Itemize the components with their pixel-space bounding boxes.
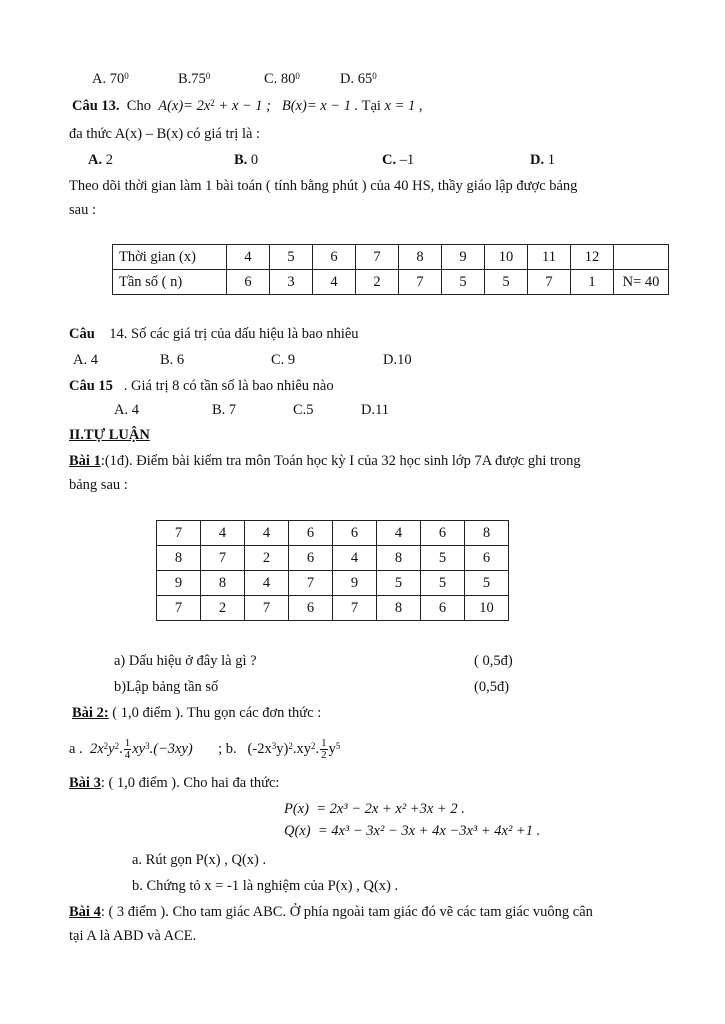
bai1-text: Bài 1:(1đ). Điểm bài kiểm tra môn Toán học kỳ I của 32 học sinh lớp 7A được ghi trong [69,453,581,469]
q14-question: Câu 14. Số các giá trị của dấu hiệu là bao nhiêu [69,326,359,342]
score-cell: 6 [421,596,465,621]
q14-option-c: C. 9 [271,352,296,368]
freq-cell: 4 [227,245,270,270]
freq-cell: 2 [356,270,399,295]
score-cell: 4 [245,571,289,596]
scores-table [156,520,509,621]
score-cell: 5 [421,571,465,596]
score-cell: 5 [421,546,465,571]
frequency-table [112,244,669,295]
fraction-one-half: $\frac{1}{2}$ [321,737,327,762]
bai3-text: Bài 3: ( 1,0 điểm ). Cho hai đa thức: [69,775,280,791]
score-cell: 4 [333,546,377,571]
freq-cell: N= 40 [614,270,669,295]
score-cell: 4 [377,521,421,546]
q14-option-b: B. 6 [160,352,185,368]
freq-cell: 5 [442,270,485,295]
q13-line2: đa thức A(x) – B(x) có giá trị là : [69,126,261,142]
q13-option-d: D. 1 [530,152,555,168]
score-cell: 7 [157,596,201,621]
score-cell: 4 [201,521,245,546]
freq-cell: 4 [313,270,356,295]
bai1-part-a: a) Dấu hiệu ở đây là gì ? [114,653,257,669]
score-cell: 9 [157,571,201,596]
bai2-text: Bài 2: ( 1,0 điểm ). Thu gọn các đơn thức : [72,705,322,721]
q12-option-a: A. $70^0$ [92,71,129,87]
q15-option-d: D.11 [361,402,390,418]
score-cell: 10 [465,596,509,621]
bai3-part-a: a. Rút gọn P(x) , Q(x) . [132,852,267,868]
score-cell: 6 [421,521,465,546]
score-cell: 8 [377,546,421,571]
q14-option-a: A. 4 [73,352,98,368]
score-cell: 6 [289,596,333,621]
bai3-part-b: b. Chứng tỏ x = -1 là nghiệm của P(x) , Q(x) . [132,878,399,894]
bai1-part-b-points: (0,5đ) [474,679,510,695]
score-cell: 6 [465,546,509,571]
polynomial-q: Q(x) = 4x³ − 3x² − 3x + 4x −3x³ + 4x² +1 . [284,823,541,839]
score-cell: 2 [245,546,289,571]
score-cell: 5 [465,571,509,596]
score-cell: 9 [333,571,377,596]
freq-cell: 7 [356,245,399,270]
freq-cell: 3 [270,270,313,295]
q13-option-b: B. 0 [234,152,259,168]
score-cell: 6 [289,546,333,571]
q13-option-c: C. –1 [382,152,415,168]
freq-cell: 5 [270,245,313,270]
q12-option-b: $B.75^0$ [178,71,211,87]
intro-line1: Theo dõi thời gian làm 1 bài toán ( tính bằng phút ) của 40 HS, thầy giáo lập được bảng [69,178,578,194]
score-cell: 8 [201,571,245,596]
q14-option-d: D.10 [383,352,412,368]
polynomial-p: P(x) = 2x³ − 2x + x² +3x + 2 . [284,801,465,817]
score-cell: 8 [157,546,201,571]
q15-option-b: B. 7 [212,402,237,418]
freq-cell: 5 [485,270,528,295]
score-cell: 6 [289,521,333,546]
q15-option-a: A. 4 [114,402,139,418]
score-cell: 8 [465,521,509,546]
score-cell: 5 [377,571,421,596]
bai1-line2: bảng sau : [69,477,128,493]
score-cell: 7 [245,596,289,621]
bai1-part-a-points: ( 0,5đ) [474,653,513,669]
score-cell: 4 [245,521,289,546]
score-cell: 7 [289,571,333,596]
score-cell: 7 [157,521,201,546]
freq-cell: 11 [528,245,571,270]
score-cell: 2 [201,596,245,621]
freq-cell: 12 [571,245,614,270]
freq-row1-head: Thời gian (x) [113,245,227,270]
intro-line2: sau : [69,202,96,218]
bai1-part-b: b)Lập bảng tần số [114,679,219,695]
score-cell: 7 [201,546,245,571]
freq-cell: 1 [571,270,614,295]
freq-cell: 7 [528,270,571,295]
q12-option-d: D. $65^0$ [340,71,377,87]
q12-options [92,70,129,88]
freq-cell: 8 [399,245,442,270]
bai4-text: Bài 4: ( 3 điểm ). Cho tam giác ABC. Ở phía ngoài tam giác đó vẽ các tam giác vuông cân [69,904,593,920]
q15-question: Câu 15 . Giá trị 8 có tần số là bao nhiêu nào [69,378,334,394]
freq-cell [614,245,669,270]
score-cell: 7 [333,596,377,621]
freq-row2-head: Tần số ( n) [113,270,227,295]
score-cell: 6 [333,521,377,546]
freq-cell: 6 [313,245,356,270]
freq-cell: 10 [485,245,528,270]
q15-option-c: C.5 [293,402,314,418]
freq-cell: 7 [399,270,442,295]
score-cell: 8 [377,596,421,621]
freq-cell: 9 [442,245,485,270]
q13-question: Câu 13. Cho $A(x)= 2x^2 + x - 1$ ; B(x)= x − 1 . Tại x = 1 , [72,98,423,114]
bai4-line2: tại A là ABD và ACE. [69,928,197,944]
fraction-one-quarter: $\frac{1}{4}$ [124,737,131,762]
section-title: II.TỰ LUẬN [69,427,150,443]
freq-cell: 6 [227,270,270,295]
q13-option-a: A. 2 [88,152,113,168]
q12-option-c: C. $80^0$ [264,71,300,87]
bai2-expressions: a . $2x^2y^2$. $\frac{1}{4}$ $xy^3.(-3xy)$ ; b. $(-2x^3y)^2.xy^2$. $\frac{1}{2}$ $y^5$ [69,737,341,762]
